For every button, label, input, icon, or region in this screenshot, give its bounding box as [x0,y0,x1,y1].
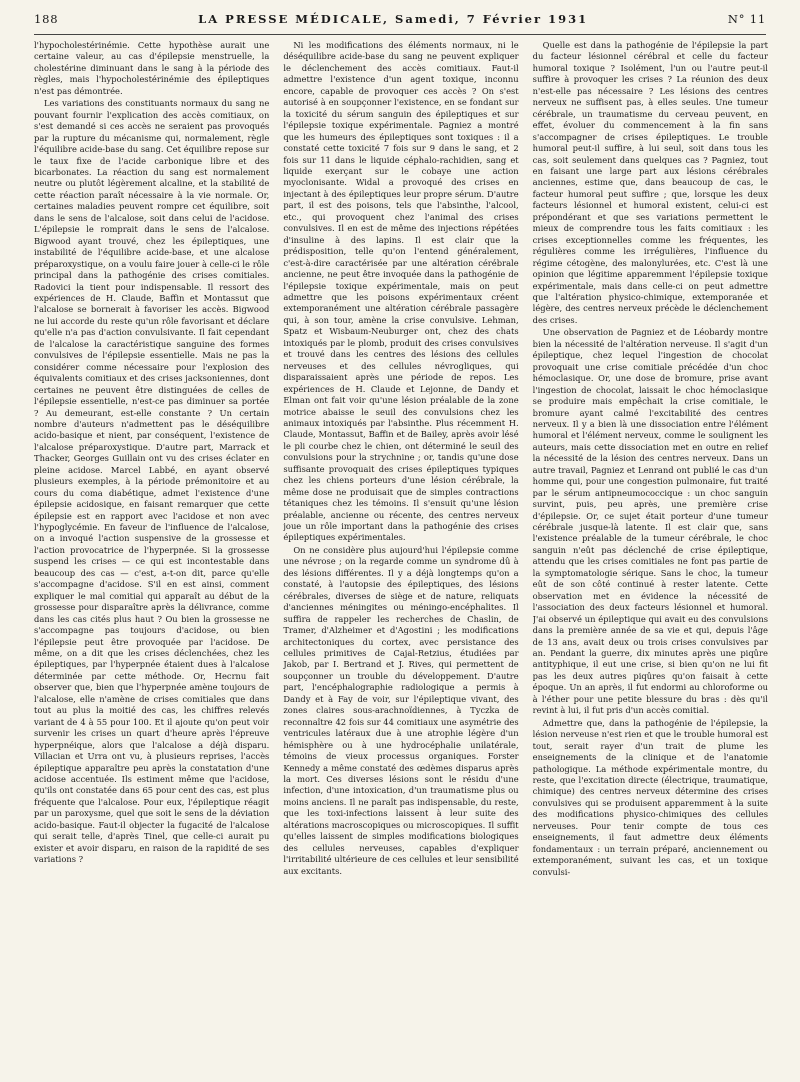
paragraph: Ni les modifications des éléments normaux, ni le déséquilibre acide-base du sang ne peuvent expliquer le déclenchement des accès comitiaux. Faut-il admettre l'existence d'un agent toxique, inconnu encore, capable de provoquer ces accès ? On s'est autorisé à en soupçonner l'existence, en se fondant sur la toxicité du sérum sanguin des épileptiques et sur l'épilepsie toxique expérimentale. Pagniez a montré que les humeurs des épileptiques sont toxiques : il a constaté cette toxicité 7 fois sur 9 dans le sang, et 2 fois sur 11 dans le liquide céphalo-rachidien, sang et liquide exerçant sur le cobaye une action myoclonisante. Widal a provoqué des crises en injectant à des épileptiques leur propre sérum. D'autre part, il est des poisons, tels que l'absinthe, l'alcool, etc., qui provoquent chez l'animal des crises convulsives. Il en est de même des injections répétées d'insuline à des lapins. Il est clair que la prédisposition, telle qu'on l'entend généralement, c'est-à-dire caractérisée par une altération cérébrale ancienne, ne peut être invoquée dans la pathogénie de l'épilepsie toxique expérimentale, mais on peut admettre que les poisons expérimentaux créent extemporanément une altération cérébrale passagère qui, à son tour, amène la crise convulsive. Lehman, Spatz et Wisbaum-Neuburger ont, chez des chats intoxiqués par le plomb, produit des crises convulsives et trouvé dans les centres des lésions des cellules nerveuses et des cellules névrogliques, qui disparaissaient après une période de repos. Les expériences de H. Claude et Lejonne, de Dandy et Elman ont fait voir qu'une lésion préalable de la zone motrice abaisse le seuil des convulsions chez les animaux intoxiqués par l'absinthe. Plus récemment H. Claude, Montassut, Baffin et de Bailey, après avoir lésé le pli courbe chez le chien, ont déterminé le seuil des convulsions pour la strychnine ; or, tandis qu'une dose suffisante provoquait des crises épileptiques typiques chez les chiens porteurs d'une lésion cérébrale, la même dose ne produisait que de simples contractions tétaniques chez les témoins. Il s'ensuit qu'une lésion préalable, ancienne ou récente, des centres nerveux joue un rôle important dans la pathogénie des crises épileptiques expérimentales. [283,40,519,543]
paragraph: Les variations des constituants normaux du sang ne pouvant fournir l'explication des accès comitiaux, on s'est demandé si ces accès ne seraient pas provoqués par la rupture du mécanisme qui, normalement, règle l'équilibre acide-base du sang. Cet équilibre repose sur le taux fixe de l'acide carbonique libre et des bicarbonates. La réaction du sang est normalement neutre ou plutôt légèrement alcaline, et la stabilité de cette réaction paraît nécessaire à la vie normale. Or, certaines maladies peuvent rompre cet équilibre, soit dans le sens de l'alcalose, soit dans celui de l'acidose. L'épilepsie le romprait dans le sens de l'alcalose. Bigwood ayant trouvé, chez les épileptiques, une instabilité de l'équilibre acide-base, et une alcalose préparoxystique, on a voulu faire jouer à celle-ci le rôle principal dans la pathogénie des crises comitiales. Radovici la tient pour indispensable. Il ressort des expériences de H. Claude, Baffin et Montassut que l'alcalose se bornerait à favoriser les accès. Bigwood ne lui accorde du reste qu'un rôle favorisant et déclare qu'elle n'a pas d'action convulsivante. Il fait cependant de l'alcalose la caractéristique sanguine des formes convulsives de l'épilepsie essentielle. Mais ne pas la considérer comme nécessaire pour l'explosion des équivalents comitiaux et des crises jacksoniennes, dont certaines ne peuvent être distinguées de celles de l'épilepsie essentielle, n'est-ce pas diminuer sa portée ? Au demeurant, est-elle constante ? Un certain nombre d'auteurs n'admettent pas le déséquilibre acido-basique et nient, par conséquent, l'existence de l'alcalose préparoxystique. D'autre part, Marrack et Thacker, Georges Guillain ont vu des crises éclater en pleine acidose. Marcel Labbé, en ayant observé plusieurs exemples, à la période prémonitoire et au cours du coma diabétique, admet l'existence d'une épilepsie acidosique, en faisant remarquer que cette épilepsie est en rapport avec l'acidose et non avec l'hypoglycémie. En faveur de l'influence de l'alcalose, on a invoqué l'action suspensive de la grossesse et l'action provocatrice de l'hyperpnée. Si la grossesse suspend les crises — ce qui est incontestable dans beaucoup des cas — c'est, a-t-on dit, parce qu'elle s'accompagne d'acidose. S'il en est ainsi, comment expliquer le mal comitial qui apparaît au début de la grossesse pour disparaître après la délivrance, comme dans les cas cités plus haut ? Ou bien la grossesse ne s'accompagne pas toujours d'acidose, ou bien l'épilepsie peut être provoquée par l'acidose. De même, on a dit que les crises déclenchées, chez les épileptiques, par l'hyperpnée étaient dues à l'alcalose déterminée par cette méthode. Or, Hecrnu fait observer que, bien que l'hyperpnée amène toujours de l'alcalose, elle n'amène de crises comitiales que dans tout au plus la moitié des cas, les chiffres relevés variant de 4 à 55 pour 100. Et il ajoute qu'on peut voir survenir les crises un quart d'heure après l'épreuve hyperpnéique, alors que l'alcalose a déjà disparu. Villacian et Urra ont vu, à plusieurs reprises, l'accès épileptique apparaître peu après la constatation d'une acidose accentuée. Ils estiment même que l'acidose, qu'ils ont constatée dans 65 pour cent des cas, est plus fréquente que l'alcalose. Pour eux, l'épileptique réagit par un paroxysme, quel que soit le sens de la déviation acido-basique. Faut-il objecter la fugacité de l'alcalose qui serait telle, d'après Tinel, que celle-ci aurait pu exister et avoir disparu, en raison de la rapidité de ses variations ? [34,98,270,865]
column-right [533,40,768,1070]
column-middle [283,40,518,1070]
page-header [34,12,766,34]
column-left [34,40,269,1070]
journal-title: LA PRESSE MÉDICALE, Samedi, 7 Février 1931 [198,12,589,26]
article-columns [34,40,768,1070]
page-number: 188 [34,12,59,26]
paragraph: Une observation de Pagniez et de Léobardy montre bien la nécessité de l'altération nerveuse. Il s'agit d'un épileptique, chez lequel l'ingestion de chocolat provoquait une crise comitiale précédée d'un choc hémoclasique. Or, une dose de bromure, prise avant l'ingestion de chocolat, laissait le choc hémoclasique se produire mais empêchait la crise comitiale, le bromure ayant calmé l'excitabilité des centres nerveux. Il y a bien là une dissociation entre l'élément humoral et l'élément nerveux, comme le soulignent les auteurs, mais cette dissociation met en outre en relief la nécessité de la lésion des centres nerveux. Dans un autre travail, Pagniez et Lenrand ont publié le cas d'un homme qui, pour une congestion pulmonaire, fut traité par le sérum antipneumococcique : un choc sanguin survint, puis, peu après, une première crise d'épilepsie. Or, ce sujet était porteur d'une tumeur cérébrale jusque-là latente. Il est clair que, sans l'existence préalable de la tumeur cérébrale, le choc sanguin n'eût pas déclenché de crise épileptique, attendu que les crises comitiales ne font pas partie de la symptomatologie sérique. Sans le choc, la tumeur eût de son côté continué à rester latente. Cette observation met en évidence la nécessité de l'association des deux facteurs lésionnel et humoral. J'ai observé un épileptique qui avait eu des convulsions dans la première année de sa vie et qui, depuis l'âge de 13 ans, avait deux ou trois crises convulsives par an. Pendant la guerre, dix minutes après une piqûre antityphique, il eut une crise, si bien qu'on ne lui fit pas les deux autres piqûres qu'on faisait à cette époque. Un an après, il fut endormi au chloroforme ou à l'éther pour une petite blessure du bras : dès qu'il revint à lui, il fut pris d'un accès comitial. [532,327,768,716]
header-rule [34,34,766,35]
paragraph: l'hypocholestérinémie. Cette hypothèse aurait une certaine valeur, au cas d'épilepsie menstruelle, la cholestérine diminuant dans le sang à la période des règles, mais l'hypocholestérinémie des épileptiques n'est pas démontrée. [34,40,270,96]
issue-number: N° 11 [727,12,766,26]
paragraph: On ne considère plus aujourd'hui l'épilepsie comme une névrose ; on la regarde comme un syndrome dû à des lésions différentes. Il y a déjà longtemps qu'on a constaté, à l'autopsie des épileptiques, des lésions cérébrales, diverses de siège et de nature, reliquats d'anciennes méningites ou méningo-encéphalites. Il suffira de rappeler les recherches de Chaslin, de Tramer, d'Alzheimer et d'Agostini ; les modifications architectoniques du cortex, avec persistance des cellules primitives de Cajal-Retzius, étudiées par Jakob, par I. Bertrand et J. Rives, qui permettent de soupçonner un trouble du développement. D'autre part, l'encéphalographie radiologique a permis à Dandy et à Fay de voir, sur l'épileptique vivant, des zones claires sous-arachnoïdiennes, à Tyczka de reconnaître 42 fois sur 44 comitiaux une asymétrie des ventricules latéraux due à une atrophie légère d'un hémisphère ou à une hydrocéphalie unilatérale, témoins de vieux processus organiques. Forster Kennedy a même constaté des œdèmes disparus après la mort. Ces diverses lésions sont le résidu d'une infection, d'une intoxication, d'un traumatisme plus ou moins anciens. Il ne paraît pas indispensable, du reste, que les toxi-infections laissent à leur suite des altérations macroscopiques ou microscopiques. Il suffit qu'elles laissent de simples modifications biologiques des cellules nerveuses, capables d'expliquer l'irritabilité ultérieure de ces cellules et leur sensibilité aux excitants. [283,544,519,876]
paragraph: Admettre que, dans la pathogénie de l'épilepsie, la lésion nerveuse n'est rien et que le trouble humoral est tout, serait rayer d'un trait de plume les enseignements de la clinique et de l'anatomie pathologique. La méthode expérimentale montre, du reste, que l'excitation directe (électrique, traumatique, chimique) des centres nerveux détermine des crises convulsives qui se produisent apparemment à la suite des modifications physico-chimiques des cellules nerveuses. Pour tenir compte de tous ces enseignements, il faut admettre deux éléments fondamentaux : un terrain préparé, anciennement ou extemporanément, suivant les cas, et un toxique convulsi- [532,717,768,877]
paragraph: Quelle est dans la pathogénie de l'épilepsie la part du facteur lésionnel cérébral et celle du facteur humoral toxique ? Isolément, l'un ou l'autre peut-il suffire à provoquer les crises ? La réunion des deux n'est-elle pas nécessaire ? Les lésions des centres nerveux ne suffisent pas, à elles seules. Une tumeur cérébrale, un traumatisme du cerveau peuvent, en effet, évoluer du commencement à la fin sans s'accompagner de crises épileptiques. Le trouble humoral peut-il suffire, à lui seul, soit dans tous les cas, soit seulement dans quelques cas ? Pagniez, tout en faisant une large part aux lésions cérébrales anciennes, estime que, dans beaucoup de cas, le facteur humoral peut suffire ; que, lorsque les deux facteurs lésionnel et humoral existent, celui-ci est prépondérant et que ses variations permettent le mieux de comprendre tous les faits comitiaux : les crises exceptionnelles comme les fréquentes, les régulières comme les irrégulières, l'influence du régime cétogène, des malonylurées, etc. C'est là une opinion que légitime apparemment l'épilepsie toxique expérimentale, mais dans celle-ci on peut admettre que l'altération physico-chimique, extemporanée et légère, des centres nerveux précède le déclenchement des crises. [532,40,768,325]
